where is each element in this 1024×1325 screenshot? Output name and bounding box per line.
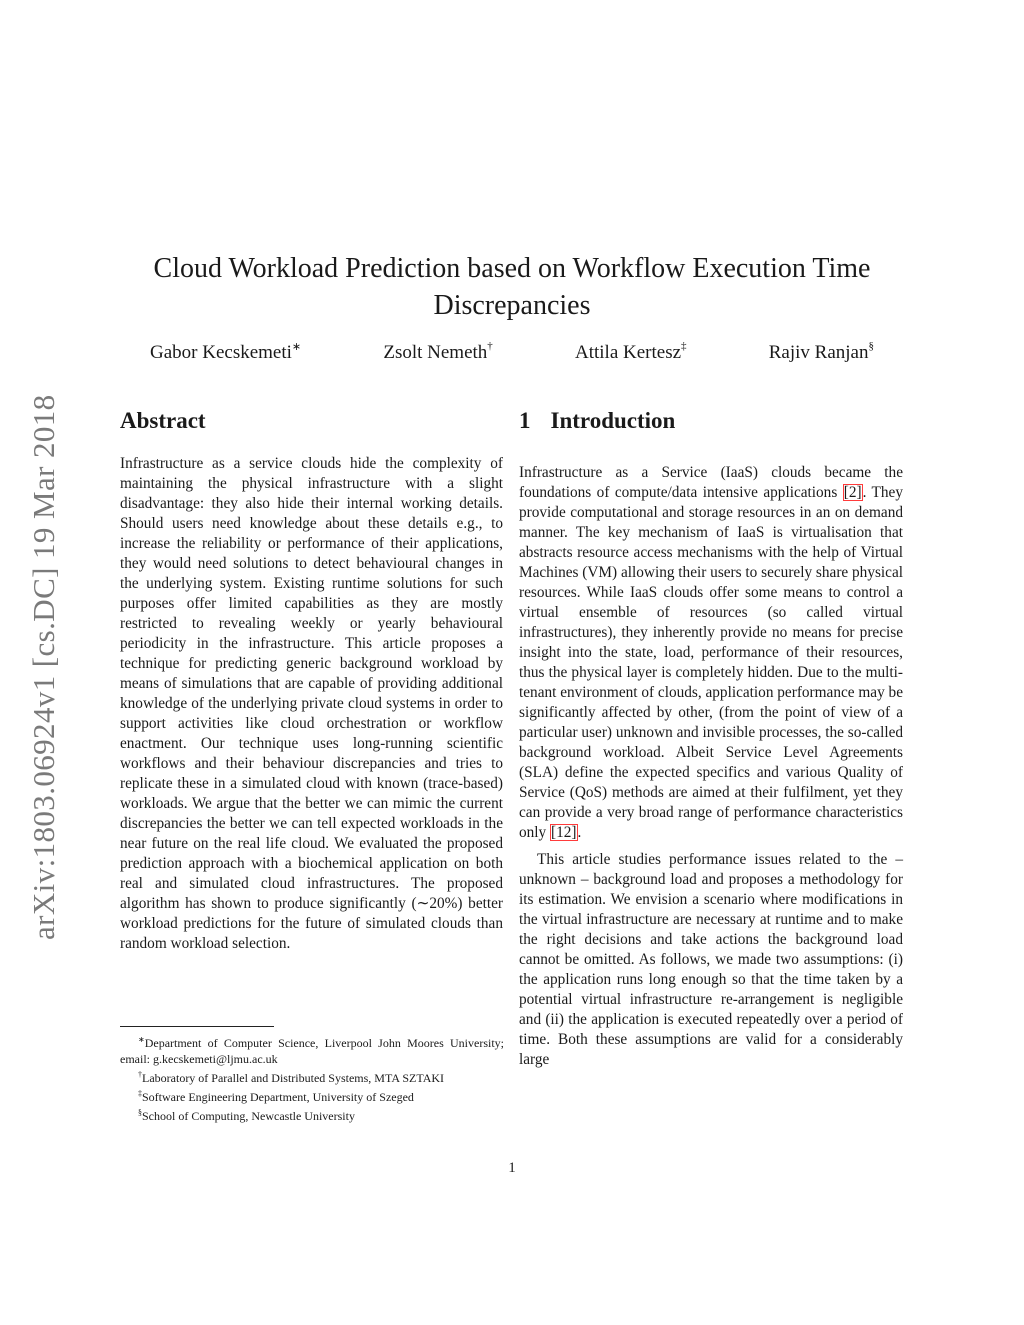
intro-paragraph-2: This article studies performance issues related to the – unknown – background load and proposes a methodology for its estimation. We envision a scenario where modifications in the virtual infrastructure are necessary at runtime and to make the right decisions and take actions the background load cannot be omitted. As follows, we made two assumptions: (i) the application runs long enough so that the time taken by a potential virtual infrastructure re-arrangement is negligible and (ii) the application is executed repeatedly over a period of time. Both these assumptions are valid for a considerably large: [519, 851, 903, 1068]
introduction-heading: [519, 408, 675, 434]
citation-link-12[interactable]: [12]: [551, 824, 577, 841]
author-3: Attila Kertesz‡: [575, 340, 687, 363]
author-list: [150, 342, 874, 364]
page-number: 1: [508, 1160, 516, 1176]
footnote-3: ‡Software Engineering Department, University of Szeged: [138, 1089, 414, 1104]
introduction-body: [519, 463, 903, 1070]
footnote-rule: [120, 1026, 274, 1027]
footnote-1: ∗Department of Computer Science, Liverpool John Moores University; email: g.kecskemeti@ljmu.ac.uk: [120, 1035, 504, 1066]
paper-title-line2: Discrepancies: [433, 290, 591, 321]
author-2: Zsolt Nemeth†: [383, 340, 493, 363]
citation-link-2[interactable]: [2]: [843, 484, 862, 501]
abstract-body: [120, 454, 503, 954]
paper-title-line1: Cloud Workload Prediction based on Workflow Execution Time: [153, 253, 871, 284]
paper-title: [120, 250, 904, 324]
author-4: Rajiv Ranjan§: [768, 340, 874, 363]
arxiv-identifier-stamp: arXiv:1803.06924v1 [cs.DC] 19 Mar 2018: [26, 394, 61, 940]
author-1: Gabor Kecskemeti∗: [150, 341, 302, 363]
footnote-4: §School of Computing, Newcastle University: [138, 1108, 355, 1123]
footnote-2: †Laboratory of Parallel and Distributed Systems, MTA SZTAKI: [138, 1070, 445, 1085]
abstract-heading: Abstract: [120, 408, 206, 433]
footnotes: [120, 1032, 504, 1124]
abstract-text: Infrastructure as a service clouds hide the complexity of maintaining the physical infrastructure with a slight disadvantage: they also hide their internal working details. Should users need knowledge about these details e.g., to increase the reliability or performance of their applications, they would need solutions to detect behavioural changes in the underlying system. Existing runtime solutions for such purposes offer limited capabilities as they are mostly restricted to revealing weekly or yearly behavioural periodicity in the infrastructure. This article proposes a technique for predicting generic background workload by means of simulations that are capable of providing additional knowledge of the underlying private cloud systems in order to support activities like cloud orchestration or workflow enactment. Our technique uses long-running scientific workflows and their behaviour discrepancies and tries to replicate these in a simulated cloud with known (trace-based) workloads. We argue that the better we can mimic the current discrepancies the better we can tell expected workloads in the near future on the real life cloud. We evaluated the proposed prediction approach with a biochemical application on both real and simulated cloud infrastructures. The proposed algorithm has shown to produce significantly (∼20%) better workload predictions for the future of simulated clouds than random workload selection.: [120, 455, 503, 952]
section-number: 1: [519, 408, 531, 433]
section-title: Introduction: [550, 408, 676, 433]
intro-paragraph-1: Infrastructure as a Service (IaaS) clouds became the foundations of compute/data intensive applications [2]. They provide computational and storage resources in an on demand manner. The key mechanism of IaaS is virtualisation that abstracts resource access mechanisms with the help of Virtual Machines (VM) allowing their users to securely share physical resources. While IaaS clouds offer some means to control a virtual ensemble of resources (so called virtual infrastructures), they inherently provide no means for precise insight into the state, load, performance of their resources, thus the physical layer is completely hidden. Due to the multi-tenant environment of clouds, application performance may be significantly affected by other, (from the point of view of a particular user) unknown and invisible processes, the so-called background workload. Albeit Service Level Agreements (SLA) define the expected specifics and various Quality of Service (QoS) methods are aimed at their fulfilment, yet they can provide a very broad range of performance characteristics only [12].: [519, 464, 904, 841]
